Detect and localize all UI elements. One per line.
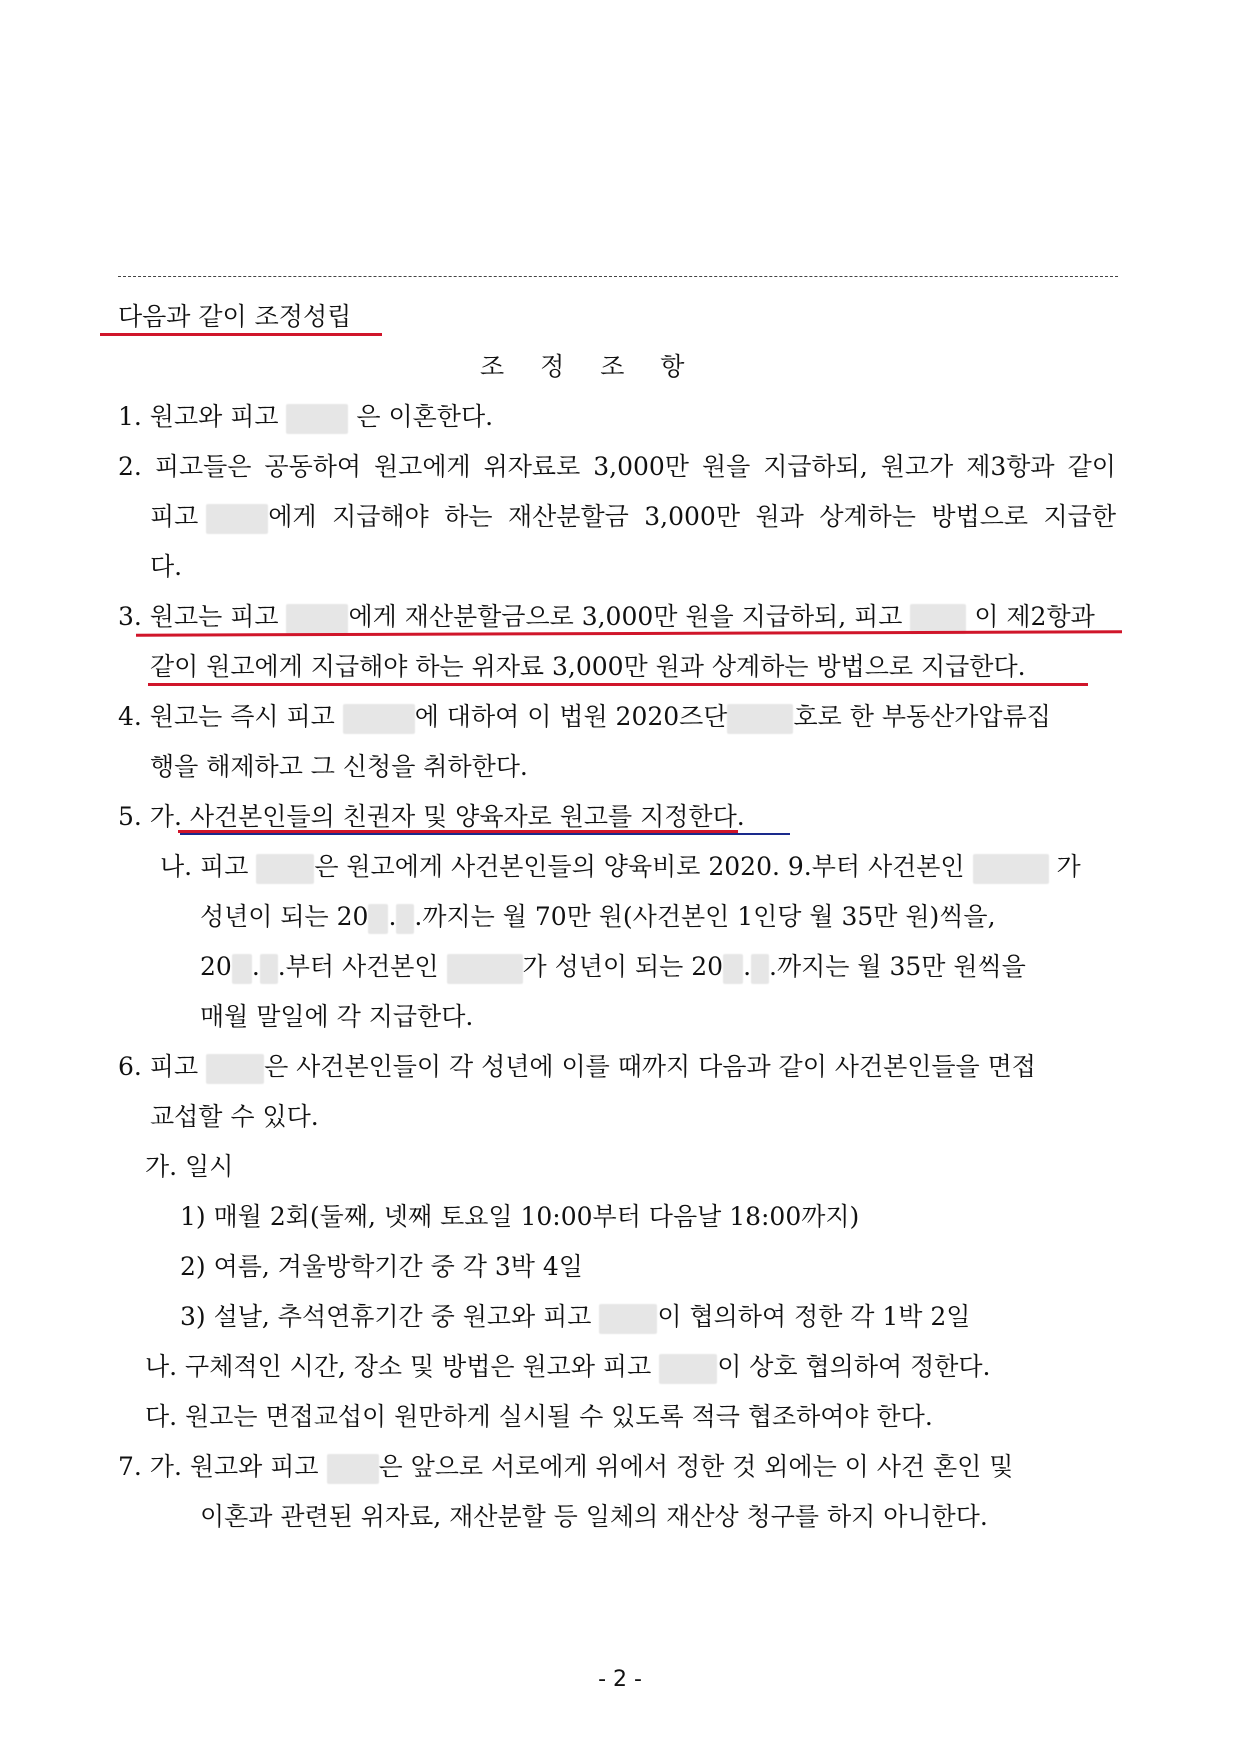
item-2-w1: 2. xyxy=(118,452,142,481)
redaction xyxy=(343,704,415,734)
redaction xyxy=(206,504,268,534)
item-4-c: 호로 한 부동산가압류집 xyxy=(793,702,1051,731)
item-7-line-2: 이혼과 관련된 위자료, 재산분할 등 일체의 재산상 청구를 하지 아니한다. xyxy=(200,1502,988,1531)
dashed-separator xyxy=(118,276,1118,277)
item-2-l2-w2: 지급해야 xyxy=(332,502,429,531)
item-3-a: 3. 원고는 피고 xyxy=(118,602,279,631)
red-underline-item-3b xyxy=(148,683,1088,686)
item-3-b: 에게 재산분할금으로 3,000만 원을 지급하되, 피고 xyxy=(348,602,903,631)
redaction xyxy=(447,954,523,984)
item-5-na-l3e: . xyxy=(743,952,752,981)
item-4-line-1 xyxy=(118,700,1051,734)
item-5-na-l3d: 가 성년이 되는 20 xyxy=(522,952,724,981)
item-7-b: 은 앞으로 서로에게 위에서 정한 것 외에는 이 사건 혼인 및 xyxy=(378,1452,1014,1481)
item-3-line-2: 같이 원고에게 지급해야 하는 위자료 3,000만 원과 상계하는 방법으로 지급한다. xyxy=(150,652,1026,681)
item-6-a: 6. 피고 xyxy=(118,1052,199,1081)
item-6-b: 은 사건본인들이 각 성년에 이를 때까지 다음과 같이 사건본인들을 면접 xyxy=(264,1052,1036,1081)
item-1-text-a: 1. 원고와 피고 xyxy=(118,402,279,431)
redaction xyxy=(659,1354,717,1384)
item-6-ga-1: 1) 매월 2회(둘째, 넷째 토요일 10:00부터 다음날 18:00까지) xyxy=(180,1202,860,1231)
red-underline-title xyxy=(100,333,382,336)
item-5-na-line-3 xyxy=(200,950,1026,984)
item-2-l2-word: 피고 에게 xyxy=(150,500,317,534)
item-6-na xyxy=(145,1350,990,1384)
item-6-ga-3b: 이 협의하여 정한 각 1박 2일 xyxy=(657,1302,971,1331)
item-2-w8: 지급하되, xyxy=(763,452,868,481)
item-5-na-line-4: 매월 말일에 각 지급한다. xyxy=(200,1002,474,1031)
item-6-ga-3a: 3) 설날, 추석연휴기간 중 원고와 피고 xyxy=(180,1302,592,1331)
item-5-na-l2a: 성년이 되는 20 xyxy=(200,902,369,931)
item-4-b: 에 대하여 이 법원 2020즈단 xyxy=(414,702,728,731)
item-5-ga: 5. 가. 사건본인들의 친권자 및 양육자로 원고를 지정한다. xyxy=(118,802,745,831)
item-4-line-2: 행을 해제하고 그 신청을 취하한다. xyxy=(150,752,528,781)
item-5-na-l3f: .까지는 월 35만 원씩을 xyxy=(769,952,1026,981)
item-2-w5: 위자료로 xyxy=(483,452,581,481)
redaction xyxy=(396,904,414,934)
redaction xyxy=(727,704,793,734)
item-5-na-line-2 xyxy=(200,900,996,934)
item-6-na-b: 이 상호 협의하여 정한다. xyxy=(717,1352,991,1381)
item-6-ga-2: 2) 여름, 겨울방학기간 중 각 3박 4일 xyxy=(180,1252,583,1281)
item-2-line-1 xyxy=(118,450,1116,484)
item-4-a: 4. 원고는 즉시 피고 xyxy=(118,702,335,731)
item-5-na-l3a: 20 xyxy=(200,952,232,981)
item-2-line-3: 다. xyxy=(150,552,183,581)
redaction xyxy=(286,404,348,434)
page-number: - 2 - xyxy=(598,1667,642,1692)
item-1-text-b: 은 이혼한다. xyxy=(356,402,494,431)
item-2-w2: 피고들은 xyxy=(154,452,252,481)
item-6-na-a: 나. 구체적인 시간, 장소 및 방법은 원고와 피고 xyxy=(145,1352,652,1381)
item-6-ga: 가. 일시 xyxy=(145,1152,234,1181)
item-5-na-b: 은 원고에게 사건본인들의 양육비로 2020. 9.부터 사건본인 xyxy=(314,852,965,881)
redaction xyxy=(260,954,278,984)
item-7-line-1 xyxy=(118,1450,1013,1484)
item-2-w3: 공동하여 xyxy=(264,452,362,481)
item-1 xyxy=(118,400,493,434)
item-5-na-a: 나. 피고 xyxy=(160,852,249,881)
item-5-na-l2c: .까지는 월 70만 원(사건본인 1인당 월 35만 원)씩을, xyxy=(414,902,996,931)
item-6-line-1 xyxy=(118,1050,1036,1084)
item-5-na-l3c: .부터 사건본인 xyxy=(277,952,439,981)
item-2-l2-w5: 3,000만 xyxy=(644,502,740,531)
page-title: 다음과 같이 조정성립 xyxy=(118,302,352,331)
item-2-l2-w4: 재산분할금 xyxy=(508,502,629,531)
blue-underline-item-5 xyxy=(180,833,790,835)
item-2-w4: 원고에게 xyxy=(374,452,471,481)
redaction xyxy=(256,854,314,884)
redaction xyxy=(327,1454,379,1484)
item-5-na-line-1 xyxy=(160,850,1081,884)
redaction xyxy=(910,604,966,634)
item-6-da: 다. 원고는 면접교섭이 원만하게 실시될 수 있도록 적극 협조하여야 한다. xyxy=(145,1402,933,1431)
item-6-ga-3 xyxy=(180,1300,970,1334)
redaction xyxy=(206,1054,264,1084)
redaction xyxy=(232,954,252,984)
item-2-l2-w7: 상계하는 xyxy=(819,502,916,531)
item-2-l2-w9: 지급한 xyxy=(1043,502,1116,531)
redaction xyxy=(723,954,743,984)
item-2-w10: 제3항과 xyxy=(966,452,1055,481)
redaction xyxy=(599,1304,657,1334)
item-3-line-1 xyxy=(118,600,1095,634)
redaction xyxy=(751,954,769,984)
item-2-w6: 3,000만 xyxy=(593,452,689,481)
item-2-w7: 원을 xyxy=(701,452,751,481)
item-2-w9: 원고가 xyxy=(880,452,954,481)
item-2-w11: 같이 xyxy=(1067,452,1116,481)
redaction xyxy=(973,854,1049,884)
item-2-l2-w6: 원과 xyxy=(755,502,804,531)
item-2-line-2 xyxy=(150,500,1116,534)
item-2-l2-w8: 방법으로 xyxy=(931,502,1029,531)
item-6-line-2: 교섭할 수 있다. xyxy=(150,1102,319,1131)
item-7-a: 7. 가. 원고와 피고 xyxy=(118,1452,319,1481)
redaction xyxy=(368,904,388,934)
item-3-c: 이 제2항과 xyxy=(974,602,1095,631)
redaction xyxy=(286,604,348,634)
section-title: 조 정 조 항 xyxy=(480,352,699,381)
item-5-na-l2b: . xyxy=(388,902,397,931)
item-5-na-l3b: . xyxy=(251,952,260,981)
item-5-na-c: 가 xyxy=(1056,852,1081,881)
item-2-l2-w3: 하는 xyxy=(444,502,493,531)
